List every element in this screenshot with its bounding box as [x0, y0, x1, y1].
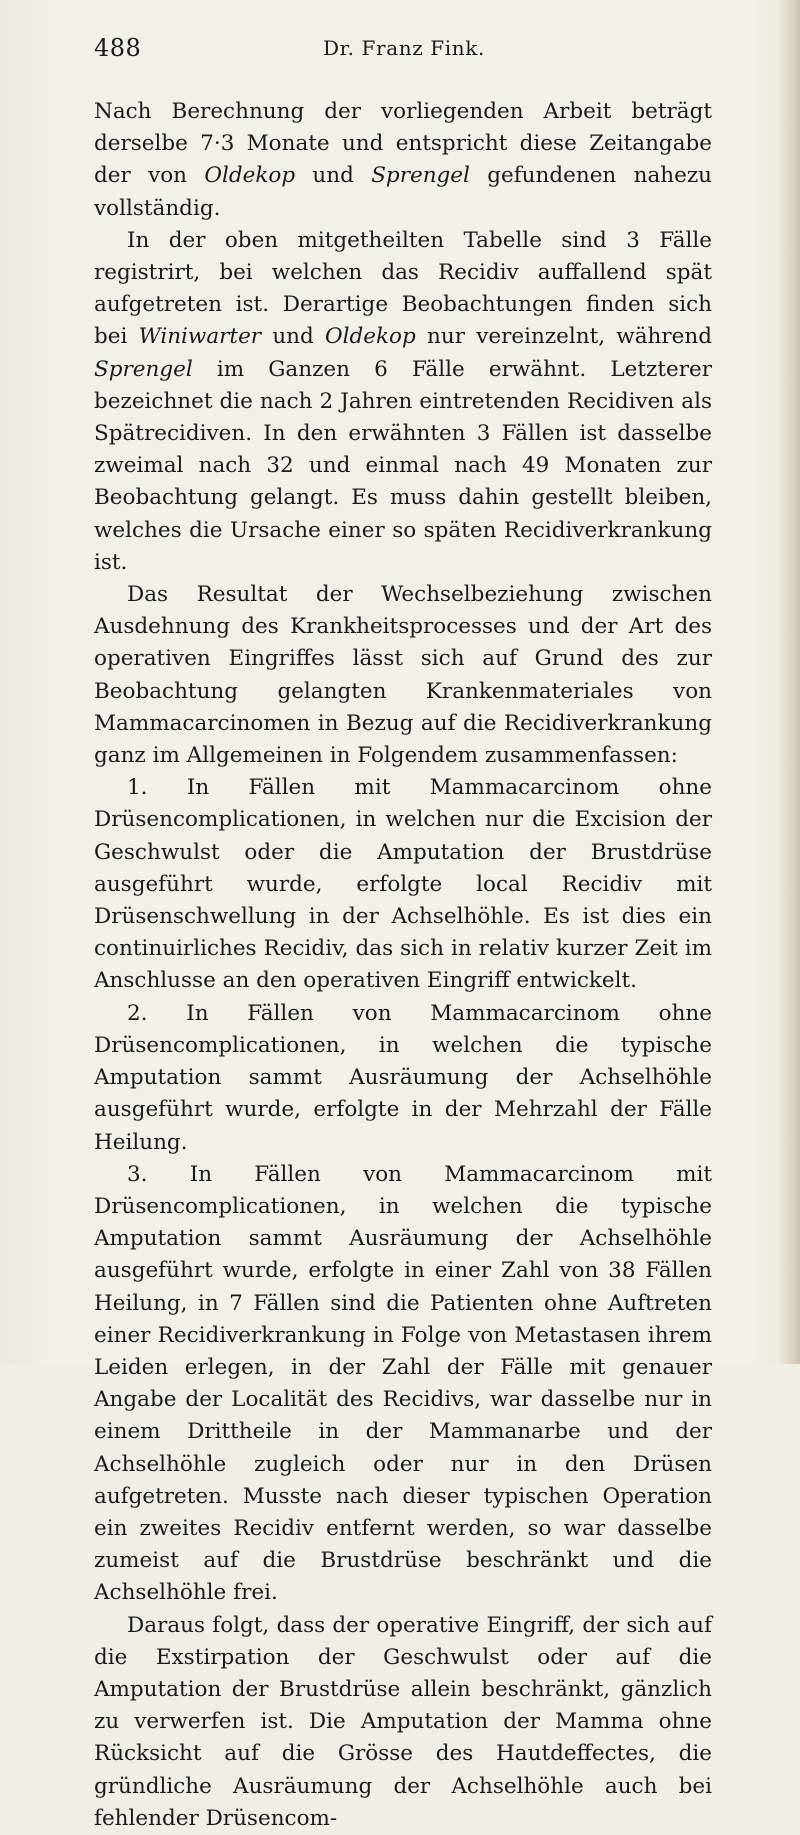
body-text [94, 96, 712, 1835]
paragraph: 3. In Fällen von Mammacarcinom mit Drüsencomplicationen, in welchen die typische Amputation sammt Ausräumung der Achselhöhle ausgeführt wurde, erfolgte in einer Zahl von 38 Fällen Heilung, in 7 Fällen sind die Patienten ohne Auftreten einer Recidiverkrankung in Folge von Metastasen ihrem Leiden erlegen, in der Zahl der Fälle mit genauer Angabe der Localität des Recidivs, war dasselbe nur in einem Drittheile in der Mammanarbe und der Achselhöhle zugleich oder nur in den Drüsen aufgetreten. Musste nach dieser typischen Operation ein zweites Recidiv entfernt werden, so war dasselbe zumeist auf die Brustdrüse beschränkt und die Achselhöhle frei. [94, 1161, 712, 1606]
paragraph: Daraus folgt, dass der operative Eingriff, der sich auf die Exstirpation der Geschwulst oder auf die Amputation der Brustdrüse allein beschränkt, gänzlich zu verwerfen ist. Die Amputation der Mamma ohne Rücksicht auf die Grösse des Hautdeffectes, die gründliche Ausräumung der Achselhöhle auch bei fehlender Drüsencom- [94, 1612, 712, 1831]
running-head: Dr. Franz Fink. [323, 36, 485, 60]
paragraph: In der oben mitgetheilten Tabelle sind 3 Fälle registrirt, bei welchen das Recidiv auffallend spät aufgetreten ist. Derartige Beobachtungen finden sich bei Winiwarter und Oldekop nur vereinzelnt, während Sprengel im Ganzen 6 Fälle erwähnt. Letzterer bezeichnet die nach 2 Jahren eintretenden Recidiven als Spätrecidiven. In den erwähnten 3 Fällen ist dasselbe zweimal nach 32 und einmal nach 49 Monaten zur Beobachtung gelangt. Es muss dahin gestellt bleiben, welches die Ursache einer so späten Recidiverkrankung ist. [94, 227, 712, 575]
author-name: Winiwarter [138, 324, 262, 350]
paragraph: 2. In Fällen von Mammacarcinom ohne Drüsencomplicationen, in welchen die typische Amputation sammt Ausräumung der Achselhöhle ausgeführt wurde, erfolgte in der Mehrzahl der Fälle Heilung. [94, 1000, 712, 1155]
page-edge-shadow [778, 0, 800, 1364]
author-name: Sprengel [94, 356, 193, 382]
paragraph: Das Resultat der Wechselbeziehung zwischen Ausdehnung des Krankheitsprocesses und der Art des operativen Eingriffes lässt sich auf Grund des zur Beobachtung gelangten Krankenmateriales von Mammacarcinomen in Bezug auf die Recidiverkrankung ganz im Allgemeinen in Folgendem zusammenfassen: [94, 582, 712, 769]
page-header [94, 28, 714, 68]
paragraph: 1. In Fällen mit Mammacarcinom ohne Drüsencomplicationen, in welchen nur die Excision der Geschwulst oder die Amputation der Brustdrüse ausgeführt wurde, erfolgte local Recidiv mit Drüsenschwellung in der Achselhöhle. Es ist dies ein continuirliches Recidiv, das sich in relativ kurzer Zeit im Anschlusse an den operativen Eingriff entwickelt. [94, 775, 712, 994]
author-name: Oldekop [325, 324, 416, 350]
author-name: Sprengel [371, 163, 470, 189]
author-name: Oldekop [204, 163, 296, 189]
paragraph: Nach Berechnung der vorliegenden Arbeit beträgt derselbe 7·3 Monate und entspricht diese Zeitangabe der von Oldekop und Sprengel gefundenen nahezu vollständig. [94, 99, 713, 221]
page-number: 488 [94, 34, 142, 62]
